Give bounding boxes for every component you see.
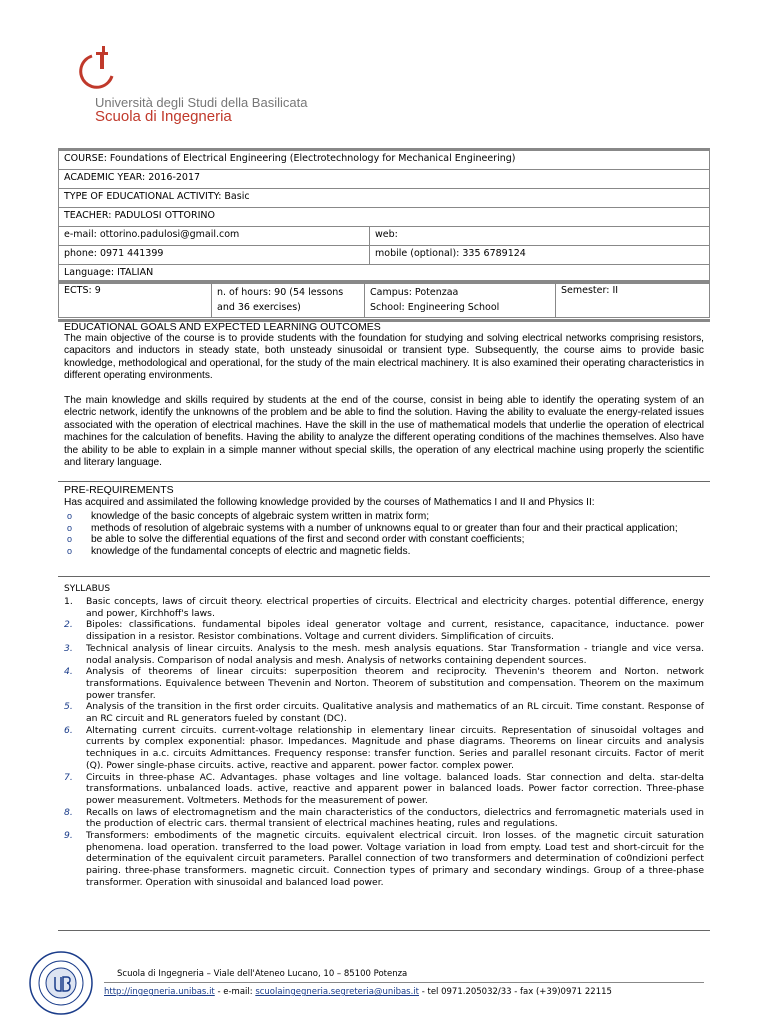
item-text: Basic concepts, laws of circuit theory. electrical properties of circuits. Electrical and electricity charges. potential difference, energy and power, Kirchhoff's laws. bbox=[86, 596, 704, 619]
footer-address: Scuola di Ingegneria – Viale dell'Ateneo Lucano, 10 – 85100 Potenza bbox=[117, 969, 408, 979]
list-item: o methods of resolution of algebraic systems with a number of unknowns equal to or greater than four and their practical application; bbox=[64, 523, 704, 535]
footer-divider bbox=[104, 982, 704, 983]
divider bbox=[58, 930, 710, 931]
course-cell: COURSE: Foundations of Electrical Engineering (Electrotechnology for Mechanical Engineering) bbox=[59, 150, 710, 170]
school-label: School: Engineering School bbox=[370, 302, 500, 313]
prereq-list bbox=[64, 511, 704, 557]
item-text: Technical analysis of linear circuits. Analysis to the mesh. mesh analysis equations. Star Transformation - triangle and vice versa. nodal analysis. Comparison of nodal analysis and mesh. Analysis of networks containing dependent sources. bbox=[86, 642, 704, 666]
hours-cell: n. of hours: 90 (54 lessons and 36 exercises) bbox=[212, 282, 365, 318]
item-text: Transformers: embodiments of the magnetic circuits. equivalent electrical circuit. Iron losses. of the magnetic circuit saturation phenomena. load operation. transferred to the load power. Voltage variation in load from empty. Load test and short-circuit for the determination of the equivalent circuit parameters. Parallel connection of two transformers and determination of co0ndizioni perfect pairing. three-phase transformers. magnetic circuit. Connection types of primary and secondary windings. Group of a three-phase transformer. Operation with sinusoidal and balanced load power. bbox=[86, 830, 704, 888]
item-number: 5. bbox=[64, 701, 73, 713]
list-item bbox=[64, 772, 704, 807]
item-text: Bipoles: classifications. fundamental bipoles ideal generator voltage and current, resistance, capacitance, inductance. power dissipation in a resistor. Resistor combinations. Voltage and current dividers. Simplification of circuits. bbox=[86, 619, 704, 643]
tel-fax-text: - tel 0971.205032/33 - fax (+39)0971 22115 bbox=[419, 987, 612, 997]
item-number: 3. bbox=[64, 642, 73, 654]
list-item bbox=[64, 807, 704, 830]
course-info-table bbox=[58, 148, 710, 284]
list-item: o be able to solve the differential equations of the first and second order with constant coefficients; bbox=[64, 534, 704, 546]
item-number: 8. bbox=[64, 806, 73, 818]
footer-contacts bbox=[104, 987, 612, 997]
email-label: - e-mail: bbox=[214, 987, 256, 997]
list-item bbox=[64, 619, 704, 642]
list-item bbox=[64, 830, 704, 889]
academic-year-cell: ACADEMIC YEAR: 2016-2017 bbox=[59, 170, 710, 189]
item-number: 6. bbox=[64, 724, 73, 736]
list-item bbox=[64, 701, 704, 724]
item-number: 9. bbox=[64, 830, 73, 842]
email-link[interactable]: scuolaingegneria.segreteria@unibas.it bbox=[255, 987, 420, 997]
list-item bbox=[64, 666, 704, 701]
item-number: 2. bbox=[64, 619, 73, 631]
item-number: 1. bbox=[64, 596, 73, 607]
university-seal-icon bbox=[28, 950, 94, 1016]
language-cell: Language: ITALIAN bbox=[59, 265, 710, 284]
list-item: o knowledge of the fundamental concepts of electric and magnetic fields. bbox=[64, 546, 704, 558]
prereq-intro: Has acquired and assimilated the following knowledge provided by the courses of Mathematics I and II and Physics II: bbox=[64, 497, 595, 508]
university-name: Università degli Studi della Basilicata bbox=[95, 95, 308, 110]
item-text: Analysis of theorems of linear circuits: superposition theorem and reciprocity. Thevenin's theorem and Norton. network transformations. Equivalence between Thevenin and Norton. Theorem of substitution and compensation. Theorem on the maximum power transfer. bbox=[86, 666, 704, 701]
list-item: o knowledge of the basic concepts of algebraic system written in matrix form; bbox=[64, 511, 704, 523]
item-text: Circuits in three-phase AC. Advantages. phase voltages and line voltage. balanced loads. Star connection and delta. star-delta transformations. unbalanced loads. active, reactive and apparent power in balanced loads. Power factor correction. Three-phase power measurement. Voltmeters. Methods for the measurement of power. bbox=[86, 771, 704, 806]
course-details-table bbox=[58, 280, 710, 318]
prereq-title: PRE-REQUIREMENTS bbox=[64, 484, 174, 496]
divider bbox=[58, 576, 710, 577]
item-text: Analysis of the transition in the first order circuits. Qualitative analysis and mathematics of an RL circuit. Time constant. Response of an RC circuit and RL generators fueled by constant (DC). bbox=[86, 701, 704, 725]
campus-label: Campus: Potenzaa bbox=[370, 287, 459, 298]
mobile-cell: mobile (optional): 335 6789124 bbox=[370, 246, 710, 265]
ects-cell: ECTS: 9 bbox=[59, 282, 212, 318]
activity-type-cell: TYPE OF EDUCATIONAL ACTIVITY: Basic bbox=[59, 189, 710, 208]
item-text: Recalls on laws of electromagnetism and the main characteristics of the conductors, dielectrics and ferromagnetic materials used in the production of electric cars. thermal transient of electrical machines heating, rules and regulations. bbox=[86, 806, 704, 830]
goals-paragraph-1: The main objective of the course is to provide students with the foundation for studying and solving electrical networks comprising resistors, capacitors and inductors in steady state, both unsteady sinusoidal or transient type. Subsequently, the course aims to provide basic knowledge, methodological and operational, for the study of the main electrical machinery. It is also examined their operating characteristics in different operating environments. bbox=[64, 333, 704, 382]
item-number: 4. bbox=[64, 666, 73, 678]
email-cell: e-mail: ottorino.padulosi@gmail.com bbox=[59, 227, 370, 246]
goals-title: EDUCATIONAL GOALS AND EXPECTED LEARNING OUTCOMES bbox=[64, 321, 381, 333]
semester-cell: Semester: II bbox=[556, 282, 710, 318]
phone-cell: phone: 0971 441399 bbox=[59, 246, 370, 265]
web-cell: web: bbox=[370, 227, 710, 246]
campus-cell bbox=[365, 282, 556, 318]
item-text: Alternating current circuits. current-voltage relationship in elementary linear circuits. Representation of sinusoidal voltages and currents by complex exponential: phasor. Impedances. Magnitude and phase diagrams. Theorems on linear circuits and analysis techniques in a.c. circuits Admittances. Frequency response: transfer function. Series and parallel resonant circuits. Factor of merit (Q). Power single-phase circuits. active, reactive and apparent. power factor. complex power. bbox=[86, 724, 704, 771]
item-number: 7. bbox=[64, 771, 73, 783]
website-link[interactable]: http://ingegneria.unibas.it bbox=[104, 987, 215, 997]
syllabus-title: SYLLABUS bbox=[64, 584, 111, 594]
list-item bbox=[64, 596, 704, 619]
teacher-cell: TEACHER: PADULOSI OTTORINO bbox=[59, 208, 710, 227]
syllabus-list bbox=[64, 596, 704, 889]
list-item bbox=[64, 643, 704, 666]
list-item bbox=[64, 725, 704, 772]
goals-paragraph-2: The main knowledge and skills required by students at the end of the course, consist in being able to identify the operating system of an electric network, identify the unknowns of the problem and be able to find the solution. Having the ability to evaluate the energy-related issues associated with the operation of electrical machines. Have the skill in the use of mathematical models that underlie the operation of electrical machines for the calculation of benefits. Having the ability to analyze the different operating conditions of the machines themselves. Also have the ability to be able to explain in a simple manner without special skills, the operation of any electrical machine using properly the scientific and literary language. bbox=[64, 395, 704, 469]
university-logo-icon bbox=[78, 46, 118, 92]
school-name: Scuola di Ingegneria bbox=[95, 108, 232, 125]
divider bbox=[58, 481, 710, 482]
